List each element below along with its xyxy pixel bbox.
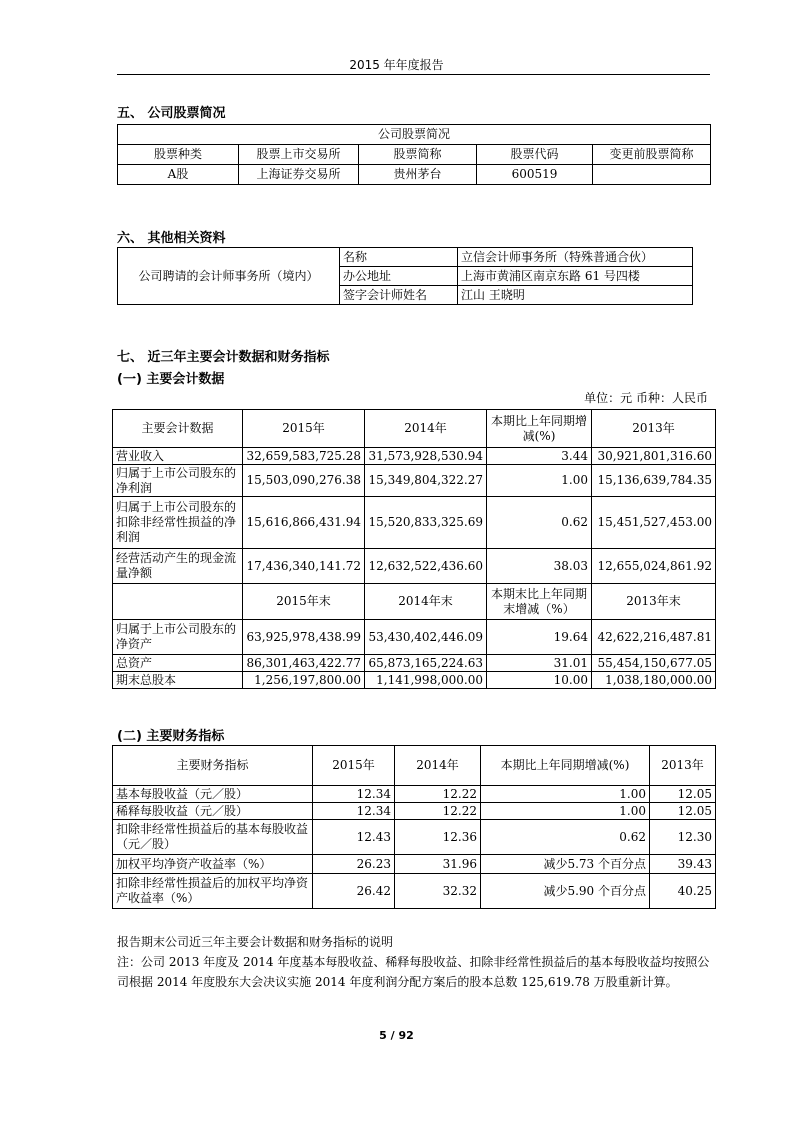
fin-cell: 12.30: [650, 820, 716, 855]
fin-cell: 32.32: [395, 874, 481, 909]
acct-cell: 0.62: [487, 497, 592, 549]
header-divider: [117, 74, 710, 75]
acct-col-header: 本期末比上年同期末增减（%）: [487, 584, 592, 620]
acct-row-label: 总资产: [113, 655, 243, 672]
acct-col-header: 2015年: [243, 410, 365, 448]
stock-col-header: 股票上市交易所: [239, 145, 359, 165]
acct-cell: 42,622,216,487.81: [592, 620, 716, 655]
fin-cell: 12.36: [395, 820, 481, 855]
acct-col-header: [113, 584, 243, 620]
notes-title: 报告期末公司近三年主要会计数据和财务指标的说明: [117, 935, 394, 949]
fin-row-label: 稀释每股收益（元／股）: [113, 803, 313, 820]
stock-cell: 600519: [477, 165, 593, 185]
section-7-heading: 七、 近三年主要会计数据和财务指标: [117, 350, 330, 365]
fin-row-label: 扣除非经常性损益后的加权平均净资产收益率（%）: [113, 874, 313, 909]
fin-row-label: 加权平均净资产收益率（%）: [113, 855, 313, 874]
unit-note: 单位：元 币种：人民币: [584, 391, 708, 405]
fin-col-header: 2014年: [395, 746, 481, 786]
fin-cell: 0.62: [481, 820, 650, 855]
fin-cell: 减少5.73 个百分点: [481, 855, 650, 874]
acct-row-label: 归属于上市公司股东的净利润: [113, 465, 243, 497]
fin-cell: 12.05: [650, 786, 716, 803]
stock-cell: 贵州茅台: [359, 165, 477, 185]
acct-cell: 38.03: [487, 549, 592, 584]
acct-row-label: 期末总股本: [113, 672, 243, 689]
fin-cell: 39.43: [650, 855, 716, 874]
acct-cell: 53,430,402,446.09: [365, 620, 487, 655]
fin-row-label: 扣除非经常性损益后的基本每股收益（元／股）: [113, 820, 313, 855]
subsection-accounting-data: (一) 主要会计数据: [117, 372, 225, 387]
acct-cell: 30,921,801,316.60: [592, 448, 716, 465]
page-header: 2015 年年度报告: [349, 58, 444, 72]
acct-col-header: 2015年末: [243, 584, 365, 620]
auditor-field-value: 江山 王晓明: [458, 286, 693, 305]
stock-col-header: 股票种类: [118, 145, 239, 165]
fin-col-header: 本期比上年同期增减(%): [481, 746, 650, 786]
fin-cell: 12.43: [313, 820, 395, 855]
stock-info-table: [117, 124, 711, 185]
stock-table-title: 公司股票简况: [118, 125, 711, 145]
fin-cell: 12.34: [313, 803, 395, 820]
acct-col-header: 本期比上年同期增减(%): [487, 410, 592, 448]
stock-cell: [593, 165, 711, 185]
acct-cell: 15,503,090,276.38: [243, 465, 365, 497]
acct-cell: 15,136,639,784.35: [592, 465, 716, 497]
stock-col-header: 变更前股票简称: [593, 145, 711, 165]
acct-cell: 15,451,527,453.00: [592, 497, 716, 549]
section-5-heading: 五、 公司股票简况: [117, 106, 226, 121]
auditor-field-value: 立信会计师事务所（特殊普通合伙）: [458, 248, 693, 267]
fin-col-header: 2015年: [313, 746, 395, 786]
auditor-field-label: 名称: [340, 248, 458, 267]
fin-cell: 12.05: [650, 803, 716, 820]
financial-indicators-table: [112, 745, 716, 909]
stock-cell: A股: [118, 165, 239, 185]
subsection-financial-indicators: (二) 主要财务指标: [117, 729, 225, 744]
acct-cell: 3.44: [487, 448, 592, 465]
acct-cell: 55,454,150,677.05: [592, 655, 716, 672]
acct-cell: 32,659,583,725.28: [243, 448, 365, 465]
fin-cell: 40.25: [650, 874, 716, 909]
acct-cell: 12,632,522,436.60: [365, 549, 487, 584]
fin-cell: 1.00: [481, 786, 650, 803]
acct-cell: 12,655,024,861.92: [592, 549, 716, 584]
acct-cell: 15,616,866,431.94: [243, 497, 365, 549]
fin-cell: 12.22: [395, 803, 481, 820]
fin-cell: 26.23: [313, 855, 395, 874]
acct-col-header: 2014年: [365, 410, 487, 448]
auditor-field-label: 办公地址: [340, 267, 458, 286]
acct-cell: 1,256,197,800.00: [243, 672, 365, 689]
fin-row-label: 基本每股收益（元／股）: [113, 786, 313, 803]
acct-row-label: 营业收入: [113, 448, 243, 465]
fin-cell: 12.22: [395, 786, 481, 803]
auditor-label: 公司聘请的会计师事务所（境内）: [118, 248, 340, 305]
fin-cell: 减少5.90 个百分点: [481, 874, 650, 909]
stock-col-header: 股票代码: [477, 145, 593, 165]
acct-cell: 1,038,180,000.00: [592, 672, 716, 689]
acct-cell: 31.01: [487, 655, 592, 672]
acct-cell: 10.00: [487, 672, 592, 689]
stock-col-header: 股票简称: [359, 145, 477, 165]
fin-cell: 1.00: [481, 803, 650, 820]
acct-col-header: 主要会计数据: [113, 410, 243, 448]
fin-cell: 31.96: [395, 855, 481, 874]
notes-body: 注：公司 2013 年度及 2014 年度基本每股收益、稀释每股收益、扣除非经常性损益后的基本每股收益均按照公司根据 2014 年度股东大会决议实施 2014 年度利润分配方案后的股本总数 125,619.78 万股重新计算。: [117, 955, 710, 989]
acct-cell: 63,925,978,438.99: [243, 620, 365, 655]
acct-row-label: 归属于上市公司股东的扣除非经常性损益的净利润: [113, 497, 243, 549]
acct-cell: 15,520,833,325.69: [365, 497, 487, 549]
acct-cell: 1.00: [487, 465, 592, 497]
acct-row-label: 归属于上市公司股东的净资产: [113, 620, 243, 655]
accounting-data-table: [112, 409, 716, 689]
acct-cell: 15,349,804,322.27: [365, 465, 487, 497]
fin-cell: 12.34: [313, 786, 395, 803]
acct-cell: 31,573,928,530.94: [365, 448, 487, 465]
auditor-table: [117, 247, 693, 305]
acct-cell: 86,301,463,422.77: [243, 655, 365, 672]
acct-cell: 65,873,165,224.63: [365, 655, 487, 672]
acct-row-label: 经营活动产生的现金流量净额: [113, 549, 243, 584]
fin-col-header: 2013年: [650, 746, 716, 786]
fin-col-header: 主要财务指标: [113, 746, 313, 786]
auditor-field-label: 签字会计师姓名: [340, 286, 458, 305]
acct-cell: 17,436,340,141.72: [243, 549, 365, 584]
fin-cell: 26.42: [313, 874, 395, 909]
acct-col-header: 2013年末: [592, 584, 716, 620]
auditor-field-value: 上海市黄浦区南京东路 61 号四楼: [458, 267, 693, 286]
page-number: 5 / 92: [379, 1029, 414, 1042]
acct-col-header: 2014年末: [365, 584, 487, 620]
section-6-heading: 六、 其他相关资料: [117, 231, 226, 246]
acct-col-header: 2013年: [592, 410, 716, 448]
acct-cell: 1,141,998,000.00: [365, 672, 487, 689]
acct-cell: 19.64: [487, 620, 592, 655]
stock-cell: 上海证券交易所: [239, 165, 359, 185]
